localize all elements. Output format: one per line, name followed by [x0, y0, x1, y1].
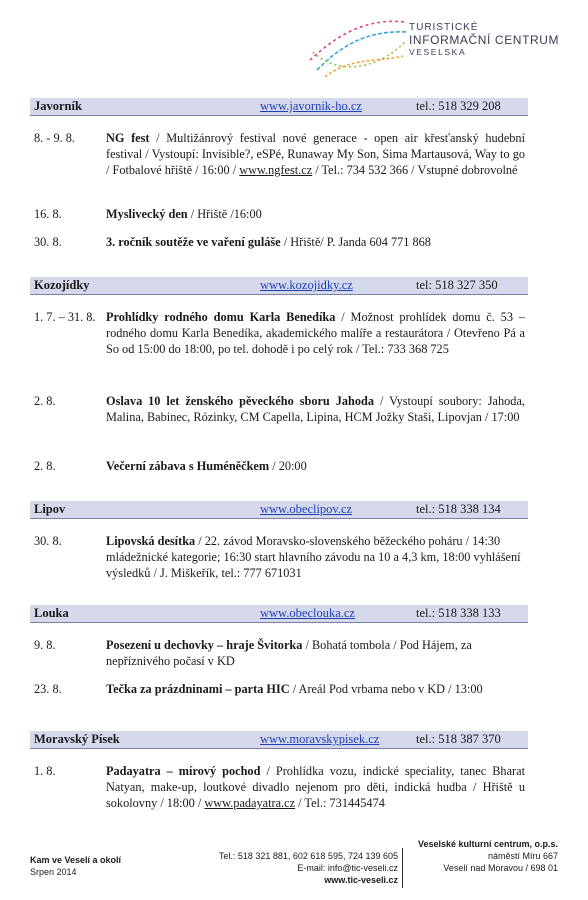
village-name: Moravský Písek — [34, 732, 120, 746]
event-link[interactable]: www.padayatra.cz — [204, 796, 296, 810]
event-date: 30. 8. — [34, 534, 62, 548]
event-date: 2. 8. — [34, 459, 56, 473]
section-header — [30, 605, 528, 623]
village-name: Kozojídky — [34, 278, 90, 292]
village-name: Louka — [34, 606, 69, 620]
section-header — [30, 731, 528, 749]
logo-line-3: VESELSKA — [409, 47, 467, 57]
event-title: Myslivecký den — [106, 207, 188, 221]
event-link[interactable]: www.ngfest.cz — [239, 163, 313, 177]
event-description — [106, 393, 525, 425]
event-title: Lipovská desítka — [106, 534, 196, 548]
section-header — [30, 277, 528, 295]
village-phone: tel.: 518 387 370 — [416, 732, 501, 746]
footer-contact — [150, 850, 398, 886]
event-date: 16. 8. — [34, 207, 62, 221]
section-louka — [30, 605, 528, 696]
section-kozojidky — [30, 277, 528, 473]
footer-divider — [402, 848, 403, 888]
event-description — [106, 763, 525, 811]
event-title: Tečka za prázdninami – parta HIC — [106, 682, 290, 696]
publication-date: Srpen 2014 — [30, 867, 77, 877]
event-title: NG fest — [106, 131, 150, 145]
event-title: 3. ročník soutěže ve vaření guláše — [106, 235, 281, 249]
footer-publication — [30, 854, 121, 878]
village-phone: tel.: 518 329 208 — [416, 99, 501, 113]
event-title: Posezení u dechovky – hraje Švitorka — [106, 638, 303, 652]
event-date: 23. 8. — [34, 682, 62, 696]
section-moravsky-pisek — [30, 731, 528, 810]
event-text: / Multižánrový festival nové generace - open air křesťanský hudební festival / Vystoupí: Invisible?, eSPé, Runaway My Son, Sima Martausová, Way to go / Fotbalové hřiště / 16:00 / — [106, 131, 525, 177]
section-header — [30, 501, 528, 519]
village-phone: tel: 518 327 350 — [416, 278, 498, 292]
address-city: Veselí nad Moravou / 698 01 — [443, 863, 558, 873]
event-date: 1. 8. — [34, 764, 56, 778]
event-description — [106, 206, 525, 222]
organization-name: Veselské kulturní centrum, o.p.s. — [417, 839, 558, 849]
footer-email[interactable]: E-mail: info@tic-veseli.cz — [297, 863, 398, 873]
event-date: 9. 8. — [34, 638, 56, 652]
event-date: 1. 7. – 31. 8. — [34, 310, 96, 324]
event-title: Padayatra – mírový pochod — [106, 764, 261, 778]
section-header — [30, 98, 528, 116]
publication-title: Kam ve Veselí a okolí — [30, 855, 122, 865]
event-description — [106, 458, 525, 474]
event-date: 2. 8. — [34, 394, 56, 408]
event-description — [106, 637, 525, 669]
village-name: Javorník — [34, 99, 82, 113]
village-website-link[interactable]: www.moravskypisek.cz — [260, 732, 380, 746]
logo-line-1: TURISTICKÉ — [409, 22, 479, 33]
logo-line-2: INFORMAČNÍ CENTRUM — [409, 33, 560, 47]
tic-logo — [305, 12, 575, 82]
logo-swirl-icon — [305, 12, 415, 82]
event-description — [106, 681, 525, 697]
village-website-link[interactable]: www.obeclipov.cz — [260, 502, 353, 516]
village-phone: tel.: 518 338 133 — [416, 606, 501, 620]
page-footer — [0, 838, 588, 898]
event-text: / Bohatá tombola / Pod Hájem, za nepříznivého počasí v KD — [106, 638, 472, 668]
footer-address — [408, 838, 558, 874]
event-text: / Vystoupí soubory: Jahoda, Malina, Babinec, Rózinky, CM Capella, Lipina, HCM Jožky Staši, Lipovjan / 17:00 — [106, 394, 525, 424]
footer-website[interactable]: www.tic-veseli.cz — [324, 875, 398, 885]
event-text: / Možnost prohlídek domu č. 53 – rodného domu Karla Benedíka, akademického malíře a restaurátora / Otevřeno Pá a So od 15:00 do 18:00, po tel. dohodě i po celý rok / Tel.: 733 368 725 — [106, 310, 525, 356]
section-lipov — [30, 501, 528, 580]
event-text: / Hřiště/ P. Janda 604 771 868 — [280, 235, 431, 249]
event-title: Oslava 10 let ženského pěveckého sboru Jahoda — [106, 394, 374, 408]
event-text: / Prohlídka vozu, indické speciality, tanec Bharat Natyan, make-up, loutkové divadlo nejenom pro děti, indická hudba / Hřiště u sokolovny / 18:00 / — [106, 764, 525, 810]
event-text-2: / Tel.: 731445474 — [295, 796, 385, 810]
section-javornik — [30, 98, 528, 249]
event-text: / 22. závod Moravsko-slovenského běžeckého poháru / 14:30 mládežnické kategorie; 16:30 start hlavního závodu na 10 a 4,3 km, 18:00 vyhlášení výsledků / J. Miškeřík, tel.: 777 671031 — [106, 534, 521, 580]
footer-phone: Tel.: 518 321 881, 602 618 595, 724 139 605 — [218, 851, 398, 861]
village-website-link[interactable]: www.kozojidky.cz — [260, 278, 353, 292]
event-date: 30. 8. — [34, 235, 62, 249]
event-title: Prohlídky rodného domu Karla Benedíka — [106, 310, 336, 324]
event-description — [106, 130, 525, 178]
event-description — [106, 234, 525, 250]
village-phone: tel.: 518 338 134 — [416, 502, 501, 516]
event-text: / Areál Pod vrbama nebo v KD / 13:00 — [289, 682, 483, 696]
address-street: náměstí Míru 667 — [487, 851, 558, 861]
event-text-2: / Tel.: 734 532 366 / Vstupné dobrovolné — [312, 163, 518, 177]
village-name: Lipov — [34, 502, 66, 516]
event-date: 8. - 9. 8. — [34, 131, 75, 145]
event-description — [106, 309, 525, 357]
event-description — [106, 533, 525, 581]
event-title: Večerní zábava s Huméněčkem — [106, 459, 270, 473]
village-website-link[interactable]: www.obeclouka.cz — [260, 606, 355, 620]
village-website-link[interactable]: www.javornik-ho.cz — [260, 99, 362, 113]
event-text: / 20:00 — [269, 459, 307, 473]
event-text: / Hřiště /16:00 — [187, 207, 262, 221]
